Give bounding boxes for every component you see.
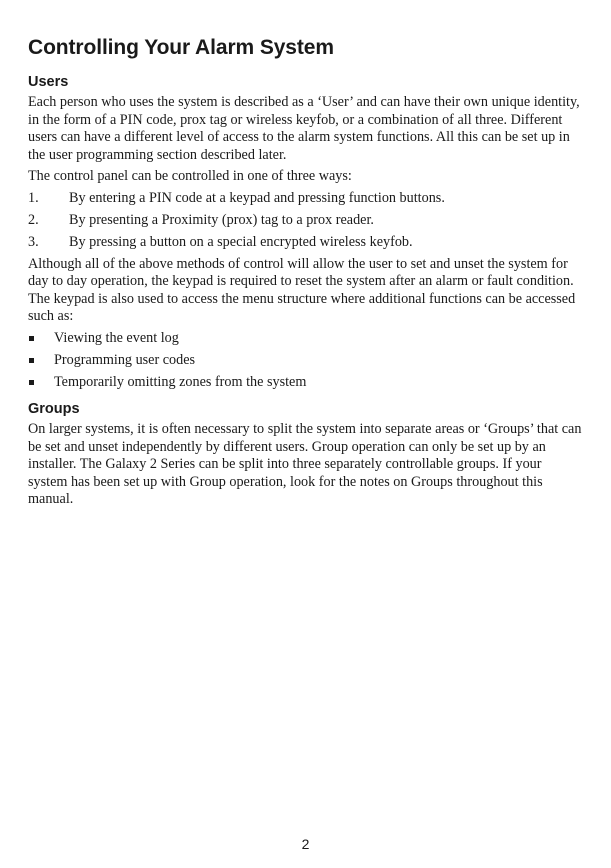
list-item — [28, 374, 584, 392]
functions-list — [28, 330, 584, 392]
list-item — [28, 330, 584, 348]
document-page — [28, 36, 584, 513]
list-item-text: Viewing the event log — [54, 329, 179, 346]
users-intro-paragraph: Each person who uses the system is described as a ‘User’ and can have their own unique identity, in the form of a PIN code, prox tag or wireless keyfob, or a combination of all three. Different users can have a different level of access to the alarm system functions. All this can be set up in the user programming section described later. — [28, 94, 580, 163]
list-item-text: By entering a PIN code at a keypad and pressing function buttons. — [69, 189, 445, 206]
list-item-number: 3. — [28, 233, 39, 250]
square-bullet-icon — [29, 380, 34, 385]
list-item — [28, 234, 584, 252]
groups-heading: Groups — [28, 401, 80, 417]
page-number: 2 — [301, 836, 310, 852]
keypad-paragraph: Although all of the above methods of control will allow the user to set and unset the system for day to day operation, the keypad is required to reset the system after an alarm or fault condition. The keypad is also used to access the menu structure where additional functions can be accessed such as: — [28, 255, 576, 324]
list-item-text: By presenting a Proximity (prox) tag to a prox reader. — [69, 211, 374, 228]
list-item — [28, 212, 584, 230]
list-item-number: 1. — [28, 189, 39, 206]
list-item-text: Temporarily omitting zones from the system — [54, 373, 307, 390]
groups-paragraph: On larger systems, it is often necessary to split the system into separate areas or ‘Groups’ that can be set and unset independently by different users. Group operation can only be set up by an installer. The Galaxy 2 Series can be split into three separately controllable groups. If your system has been set up with Group operation, look for the notes on Groups throughout this manual. — [28, 421, 582, 507]
control-methods-list — [28, 190, 584, 252]
list-item-number: 2. — [28, 211, 39, 228]
control-lead-paragraph: The control panel can be controlled in one of three ways: — [28, 168, 352, 184]
users-heading: Users — [28, 74, 69, 90]
list-item-text: By pressing a button on a special encrypted wireless keyfob. — [69, 233, 413, 250]
page-title: Controlling Your Alarm System — [28, 36, 334, 59]
square-bullet-icon — [29, 336, 34, 341]
list-item-text: Programming user codes — [54, 351, 196, 368]
list-item — [28, 190, 584, 208]
list-item — [28, 352, 584, 370]
square-bullet-icon — [29, 358, 34, 363]
